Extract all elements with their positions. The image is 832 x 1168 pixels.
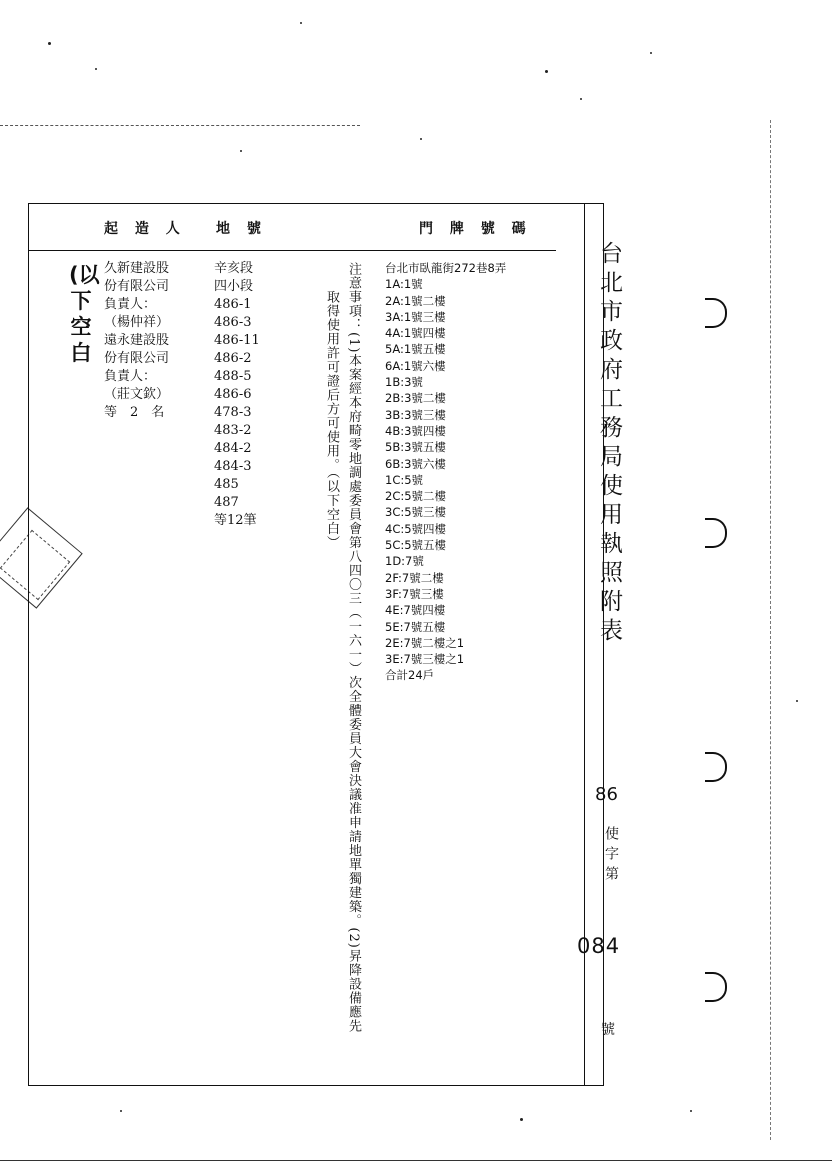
lot-line: 486-1 — [214, 297, 252, 312]
applicant-line: 負責人： — [104, 369, 157, 384]
attachment-form — [28, 203, 622, 1086]
punch-hole-icon — [705, 752, 727, 782]
note-line-1: 注意事項：(1)本案經本府畸零地調處委員會第八四〇三（一六一）次全體委員大會決議准申請地單獨建築。(2)昇降設備應先 — [346, 262, 361, 1033]
address-line: 1D:7號 — [385, 554, 424, 569]
punch-hole-icon — [705, 518, 727, 548]
address-line: 合計24戶 — [385, 668, 435, 683]
scan-speck — [690, 1110, 692, 1112]
lot-line: 488-5 — [214, 369, 252, 384]
note-line-2: 取得使用許可證后方可使用。（以下空白） — [324, 290, 339, 550]
scan-speck — [796, 700, 798, 702]
applicant-line: 等 2 名 — [104, 405, 165, 420]
applicant-line: 份有限公司 — [104, 351, 170, 366]
header-divider — [29, 250, 556, 251]
address-line: 3F:7號三樓 — [385, 586, 444, 601]
address-line: 2C:5號二樓 — [385, 489, 447, 504]
lot-line: 478-3 — [214, 405, 252, 420]
scan-speck — [545, 70, 548, 73]
scan-speck — [520, 1118, 523, 1121]
scan-speck — [650, 52, 652, 54]
header-lot-number: 地 號 — [216, 221, 267, 237]
applicant-line: 久新建設股 — [104, 261, 170, 276]
address-line: 4A:1號四樓 — [385, 326, 446, 341]
address-line: 4C:5號四樓 — [385, 521, 447, 536]
license-year: 86 — [595, 784, 618, 805]
lot-line: 484-3 — [214, 459, 252, 474]
address-line: 4E:7號四樓 — [385, 603, 446, 618]
address-line: 2B:3號二樓 — [385, 391, 446, 406]
address-line: 6B:3號六樓 — [385, 456, 446, 471]
header-door-number: 門 牌 號 碼 — [419, 221, 532, 237]
scan-speck — [48, 42, 51, 45]
document-title: 台北市政府工務局使用執照附表 — [596, 241, 622, 647]
lot-line: 等12筆 — [214, 513, 257, 528]
scan-speck — [120, 1110, 122, 1112]
blank-marker: (以下空白 — [69, 263, 100, 365]
lot-line: 486-6 — [214, 387, 252, 402]
scan-artifact-bottom-line — [0, 1160, 832, 1161]
scan-speck — [240, 150, 242, 152]
applicant-line: 負責人： — [104, 297, 157, 312]
address-line: 2A:1號二樓 — [385, 293, 446, 308]
lot-list — [214, 260, 260, 530]
lot-line: 483-2 — [214, 423, 252, 438]
applicant-line: （楊仲祥） — [104, 315, 170, 330]
punch-hole-icon — [705, 972, 727, 1002]
lot-line: 辛亥段 — [214, 261, 254, 276]
license-number: 084 — [577, 934, 621, 958]
lot-line: 486-2 — [214, 351, 252, 366]
punch-hole-icon — [705, 298, 727, 328]
scan-speck — [420, 138, 422, 140]
address-line: 台北市臥龍街272巷8弄 — [385, 261, 507, 275]
address-line: 3B:3號三樓 — [385, 407, 446, 422]
scan-artifact-line — [0, 125, 360, 126]
address-list — [385, 260, 506, 684]
address-line: 4B:3號四樓 — [385, 423, 446, 438]
license-zi: 使字第 — [603, 826, 619, 886]
applicant-line: 遠永建設股 — [104, 333, 170, 348]
address-line: 3C:5號三樓 — [385, 505, 447, 520]
lot-line: 485 — [214, 477, 239, 492]
address-line: 5E:7號五樓 — [385, 619, 446, 634]
scan-speck — [95, 68, 97, 70]
applicant-line: 份有限公司 — [104, 279, 170, 294]
scan-speck — [580, 98, 582, 100]
address-line: 1A:1號 — [385, 277, 423, 292]
lot-line: 486-11 — [214, 333, 260, 348]
lot-line: 四小段 — [214, 279, 254, 294]
address-line: 1B:3號 — [385, 375, 423, 390]
address-line: 5A:1號五樓 — [385, 342, 446, 357]
scan-artifact-edge — [770, 120, 771, 1140]
address-line: 3A:1號三樓 — [385, 309, 446, 324]
header-applicant: 起 造 人 — [104, 221, 186, 237]
lot-line: 487 — [214, 495, 239, 510]
lot-line: 484-2 — [214, 441, 252, 456]
address-line: 2E:7號二樓之1 — [385, 635, 465, 650]
address-line: 5C:5號五樓 — [385, 538, 447, 553]
address-line: 3E:7號三樓之1 — [385, 652, 465, 667]
applicant-line: （莊文欽） — [104, 387, 170, 402]
address-line: 2F:7號二樓 — [385, 570, 444, 585]
scan-speck — [300, 22, 302, 24]
address-line: 6A:1號六樓 — [385, 358, 446, 373]
address-line: 5B:3號五樓 — [385, 440, 446, 455]
lot-line: 486-3 — [214, 315, 252, 330]
license-hao: 號 — [601, 1022, 615, 1038]
applicant-list — [104, 260, 169, 422]
address-line: 1C:5號 — [385, 472, 424, 487]
